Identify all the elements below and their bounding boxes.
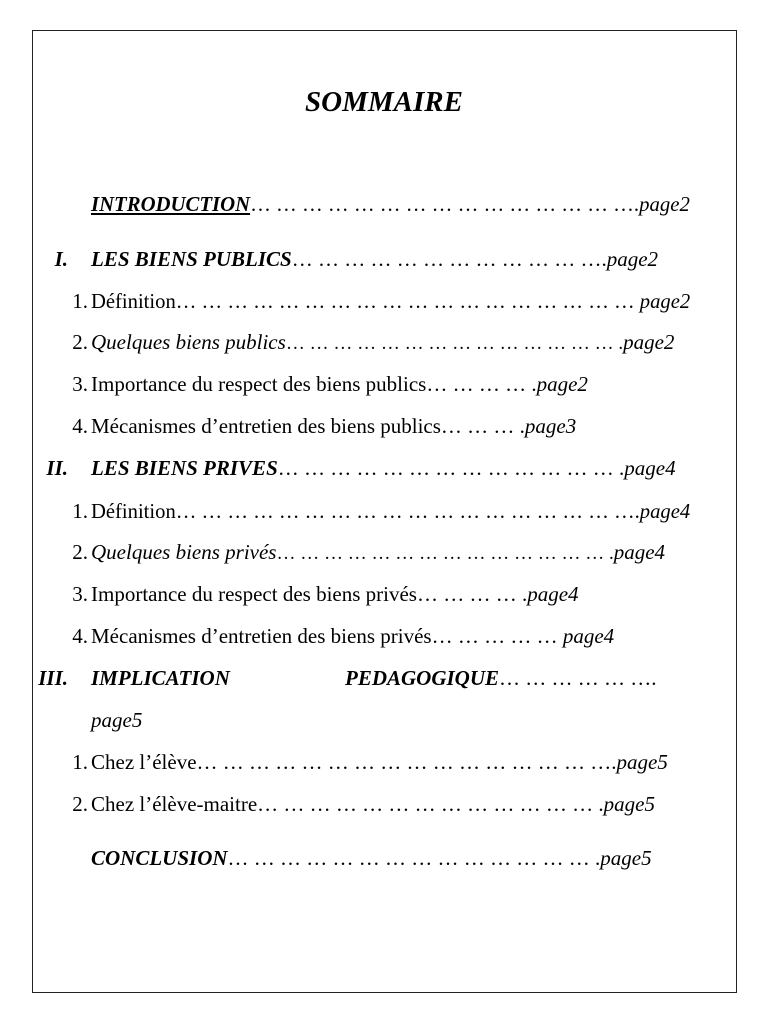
toc-entry-part-1	[91, 246, 658, 272]
toc-page: page4	[527, 582, 579, 606]
toc-label: Chez l’élève	[91, 750, 197, 774]
toc-item-number: 1.	[72, 289, 88, 313]
toc-item-number: 2.	[72, 330, 88, 354]
toc-page: page4	[613, 540, 666, 564]
toc-entry	[91, 581, 579, 607]
toc-page: page2	[639, 192, 690, 216]
toc-entry	[91, 539, 665, 567]
toc-dots: … … … … … … … … … … … ….	[291, 247, 607, 271]
toc-item-number: 1.	[72, 499, 88, 523]
toc-dots: … … … … … … … … … … … … … .	[257, 792, 604, 816]
toc-page: page2	[623, 330, 675, 354]
toc-label: LES BIENS PUBLICS	[91, 247, 292, 271]
toc-page: page4	[624, 456, 676, 480]
toc-page: page5	[91, 708, 143, 732]
toc-entry	[91, 749, 668, 775]
toc-dots: … … … … … … … … … … … … … … ….	[250, 192, 640, 216]
toc-label: Chez l’élève-maitre	[91, 792, 258, 816]
toc-item-number: 1.	[72, 750, 88, 774]
toc-entry-introduction	[91, 191, 690, 217]
toc-page: page5	[603, 792, 655, 816]
toc-entry	[91, 288, 690, 314]
toc-label: Définition	[91, 289, 176, 313]
toc-page: page4	[562, 624, 615, 648]
toc-label-implication: IMPLICATION	[91, 666, 230, 690]
toc-entry	[91, 791, 655, 817]
toc-dots: … … … … … … … … … … … … … … … … … …	[175, 289, 635, 313]
toc-dots: … … … .	[440, 414, 525, 438]
toc-entry-conclusion	[91, 845, 652, 871]
toc-entry-part-3	[345, 665, 657, 691]
toc-item-number: 3.	[72, 372, 88, 396]
toc-label: Importance du respect des biens publics	[91, 372, 427, 396]
toc-part-number: II.	[46, 456, 68, 480]
toc-dots: … … … … …	[431, 624, 558, 648]
toc-item-number: 3.	[72, 582, 88, 606]
toc-part-number: III.	[38, 666, 68, 690]
toc-page: page5	[616, 750, 668, 774]
toc-label: LES BIENS PRIVES	[91, 456, 278, 480]
toc-label: Importance du respect des biens privés	[91, 582, 417, 606]
toc-item-number: 4.	[72, 624, 88, 648]
toc-dots: … … … … … … … … … … … … … .	[277, 456, 625, 480]
toc-item-number: 4.	[72, 414, 88, 438]
toc-dots: … … … … … … … … … … … … … … … ….	[196, 750, 617, 774]
toc-page: page2	[536, 372, 588, 396]
toc-dots: … … … … … … … … … … … … … … .	[227, 846, 601, 870]
toc-item-number: 2.	[72, 792, 88, 816]
toc-dots: … … … … … … … … … … … … … … … … … ….	[175, 499, 640, 523]
toc-entry	[91, 371, 588, 397]
toc-dots: … … … … … … … … … … … … … … .	[276, 543, 614, 564]
toc-label: Définition	[91, 499, 176, 523]
toc-label: Mécanismes d’entretien des biens publics	[91, 414, 441, 438]
toc-dots: … … … … … … … … … … … … … … .	[285, 333, 624, 354]
toc-page: page2	[606, 247, 659, 271]
toc-page: page4	[639, 499, 691, 523]
toc-page: page2	[639, 289, 691, 313]
toc-label-pedagogique: PEDAGOGIQUE	[345, 666, 500, 690]
toc-label: Quelques biens privés	[91, 540, 277, 564]
toc-dots: … … … … … ….	[499, 666, 657, 690]
toc-label: CONCLUSION	[91, 846, 228, 870]
toc-entry	[91, 329, 674, 357]
toc-label: Quelques biens publics	[91, 330, 286, 354]
toc-label: Mécanismes d’entretien des biens privés	[91, 624, 432, 648]
toc-entry-part-2	[91, 455, 676, 481]
toc-dots: … … … … .	[426, 372, 537, 396]
toc-page: page5	[600, 846, 652, 870]
toc-label: INTRODUCTION	[91, 192, 251, 216]
toc-entry	[91, 623, 614, 649]
toc-part-number: I.	[54, 247, 68, 271]
toc-item-number: 2.	[72, 540, 88, 564]
toc-entry	[91, 498, 690, 524]
toc-dots: … … … … .	[416, 582, 528, 606]
toc-page: page3	[524, 414, 577, 438]
toc-entry	[91, 413, 576, 439]
page-title: SOMMAIRE	[305, 86, 463, 118]
